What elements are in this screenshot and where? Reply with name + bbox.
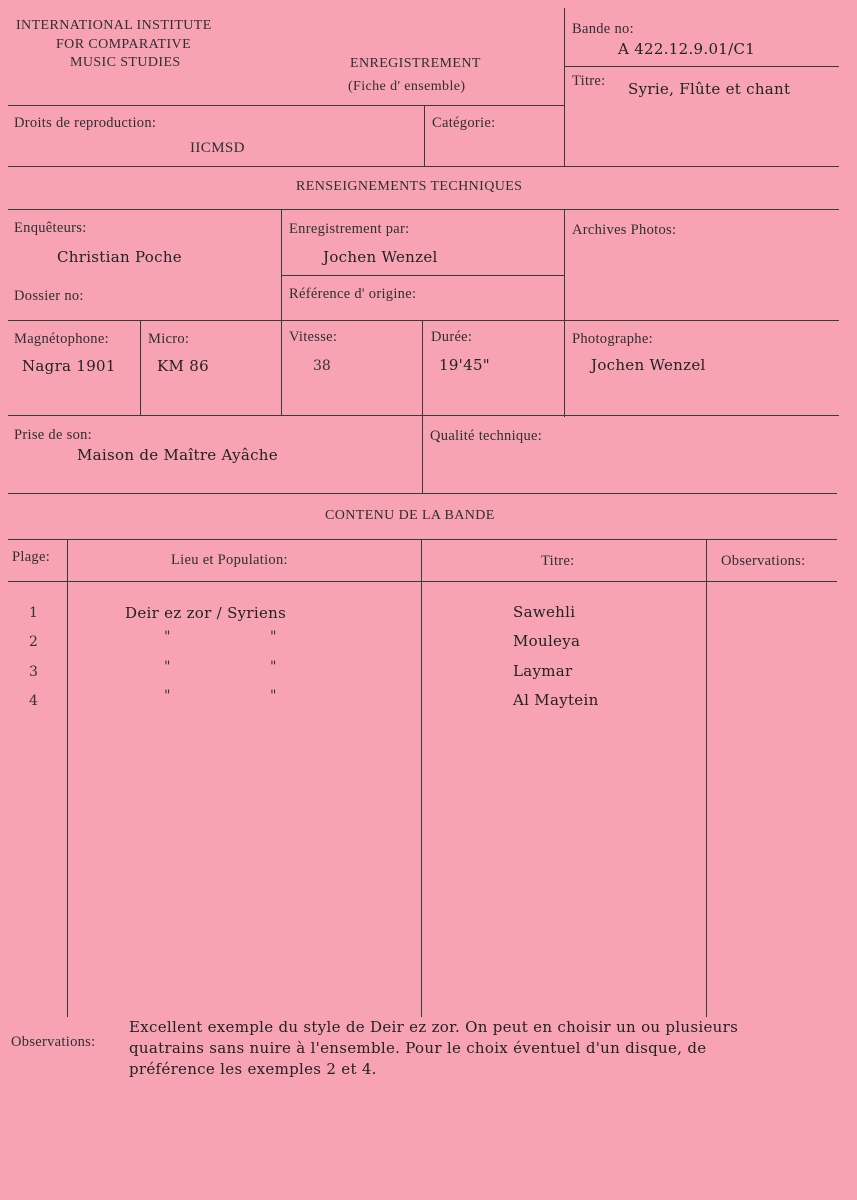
institute-line-2: FOR COMPARATIVE (56, 37, 192, 52)
col-lieu-header: Lieu et Population: (171, 552, 288, 568)
magnetophone-label: Magnétophone: (14, 331, 109, 347)
droits-label: Droits de reproduction: (14, 115, 157, 131)
micro-label: Micro: (148, 331, 190, 347)
divider (8, 320, 839, 321)
photographe-value: Jochen Wenzel (591, 356, 706, 374)
enqueteurs-value: Christian Poche (57, 248, 182, 266)
enregistrement-value: Jochen Wenzel (323, 248, 438, 266)
prise-de-son-label: Prise de son: (14, 427, 93, 443)
categorie-label: Catégorie: (432, 115, 496, 131)
qualite-technique-label: Qualité technique: (430, 428, 543, 444)
observations-label: Observations: (11, 1034, 96, 1050)
titre-value: Syrie, Flûte et chant (628, 80, 791, 98)
divider (8, 539, 837, 540)
prise-de-son-value: Maison de Maître Ayâche (77, 446, 278, 464)
row-plage: 1 (29, 605, 38, 621)
vitesse-label: Vitesse: (289, 329, 338, 345)
vitesse-value: 38 (313, 358, 331, 374)
droits-value: IICMSD (190, 140, 245, 156)
col-plage-header: Plage: (12, 549, 51, 565)
form-title: ENREGISTREMENT (350, 56, 481, 71)
micro-value: KM 86 (157, 357, 209, 375)
bande-value: A 422.12.9.01/C1 (618, 40, 756, 58)
duree-label: Durée: (431, 329, 473, 345)
section-contenu-title: CONTENU DE LA BANDE (325, 508, 495, 523)
row-plage: 2 (29, 634, 38, 650)
row-titre: Al Maytein (513, 691, 599, 709)
divider (8, 166, 839, 167)
observations-line-2: quatrains sans nuire à l'ensemble. Pour le choix éventuel d'un disque, de (129, 1039, 707, 1057)
divider (564, 209, 565, 417)
observations-line-3: préférence les exemples 2 et 4. (129, 1060, 377, 1078)
divider (421, 539, 422, 1017)
row-population-ditto: " (270, 629, 277, 645)
row-population-ditto: " (270, 688, 277, 704)
form-subtitle: (Fiche d' ensemble) (348, 79, 466, 94)
row-lieu-ditto: " (164, 688, 171, 704)
col-titre-header: Titre: (541, 553, 575, 569)
divider (140, 320, 141, 415)
divider (564, 8, 565, 166)
observations-line-1: Excellent exemple du style de Deir ez zor. On peut en choisir un ou plusieurs (129, 1018, 739, 1036)
row-population-ditto: " (270, 659, 277, 675)
enqueteurs-label: Enquêteurs: (14, 220, 87, 236)
col-observations-header: Observations: (721, 553, 806, 569)
divider (422, 320, 423, 493)
duree-value: 19'45" (439, 356, 490, 374)
row-lieu-ditto: " (164, 629, 171, 645)
dossier-label: Dossier no: (14, 288, 84, 304)
divider (8, 209, 839, 210)
divider (8, 493, 837, 494)
divider (281, 275, 564, 276)
photographe-label: Photographe: (572, 331, 653, 347)
divider (281, 209, 282, 415)
enregistrement-label: Enregistrement par: (289, 221, 410, 237)
divider (67, 539, 68, 1017)
row-lieu-ditto: " (164, 659, 171, 675)
divider (564, 66, 839, 67)
bande-label: Bande no: (572, 21, 634, 37)
row-plage: 3 (29, 664, 38, 680)
row-titre: Laymar (513, 662, 573, 680)
divider (8, 581, 837, 582)
institute-line-3: MUSIC STUDIES (70, 55, 181, 70)
titre-label: Titre: (572, 73, 606, 89)
institute-line-1: INTERNATIONAL INSTITUTE (16, 18, 212, 33)
archives-photos-label: Archives Photos: (572, 222, 677, 238)
divider (8, 415, 839, 416)
divider (8, 105, 564, 106)
divider (424, 105, 425, 166)
magnetophone-value: Nagra 1901 (22, 357, 116, 375)
row-lieu: Deir ez zor / Syriens (125, 604, 287, 622)
reference-label: Référence d' origine: (289, 286, 417, 302)
row-titre: Sawehli (513, 603, 576, 621)
row-titre: Mouleya (513, 632, 581, 650)
section-technique-title: RENSEIGNEMENTS TECHNIQUES (296, 179, 523, 194)
row-plage: 4 (29, 693, 38, 709)
divider (706, 539, 707, 1017)
